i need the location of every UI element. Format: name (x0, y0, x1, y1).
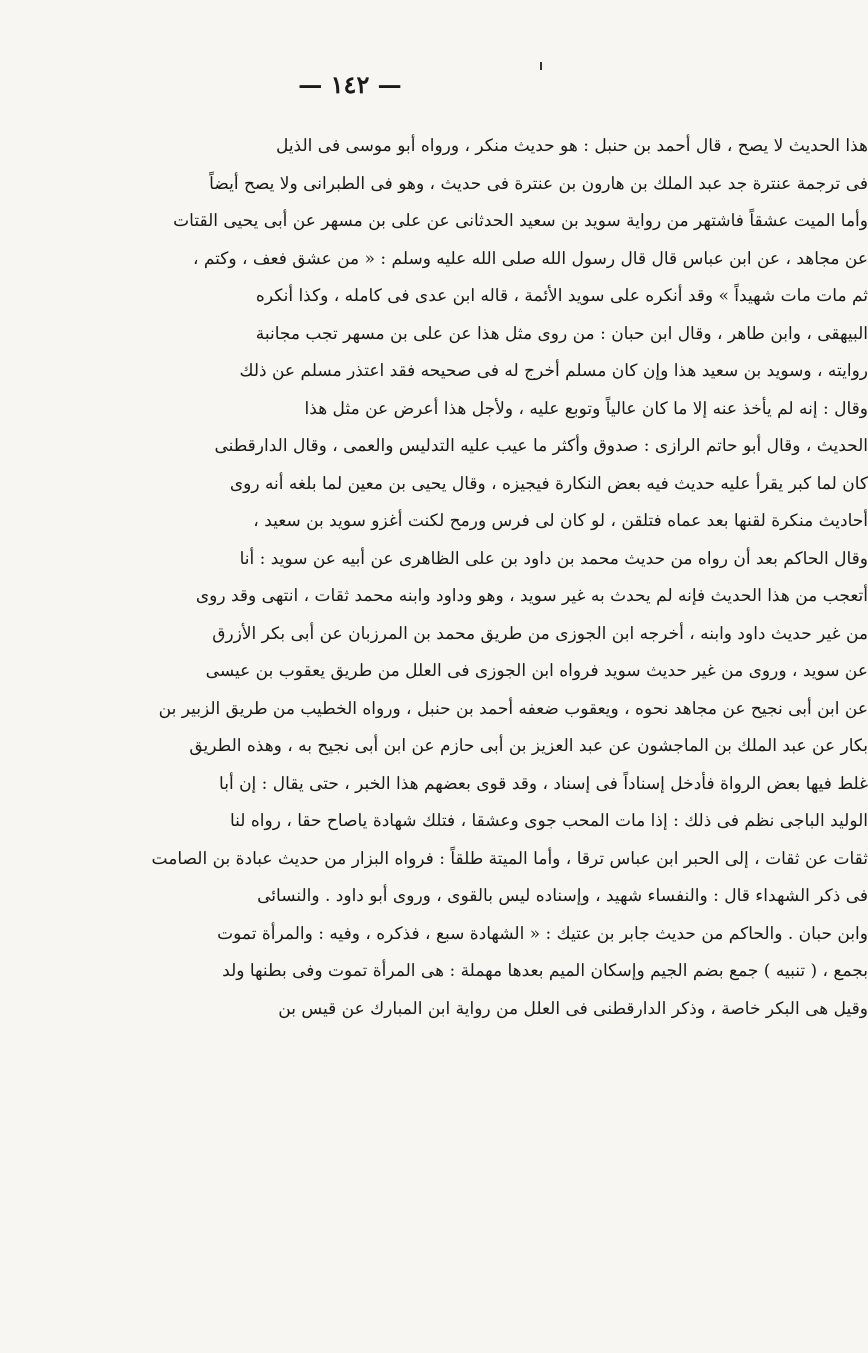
text-line: أتعجب من هذا الحديث فإنه لم يحدث به غير سويد ، وهو وداود وابنه محمد ثقات ، انتهى وقد روى (195, 586, 868, 606)
text-line: ثم مات مات شهيداً » وقد أنكره على سويد الأئمة ، قاله ابن عدى فى كامله ، وكذا أنكره (255, 286, 868, 306)
text-line: عن ابن أبى نجيح عن مجاهد نحوه ، ويعقوب ضعفه أحمد بن حنبل ، ورواه الخطيب من طريق الزبير بن (158, 698, 868, 719)
text-line: أحاديث منكرة لقنها بعد عماه فتلقن ، لو كان لى فرس ورمح لكنت أغزو سويد بن سعيد ، (253, 511, 868, 531)
text-line: من غير حديث داود وابنه ، أخرجه ابن الجوزى من طريق محمد بن المرزبان عن أبى بكر الأزرق (212, 623, 868, 644)
text-line: غلط فيها بعض الرواة فأدخل إسناداً فى إسناد ، وقد قوى بعضهم هذا الخبر ، حتى يقال : إن أبا (219, 773, 868, 794)
text-line: الوليد الباجى نظم فى ذلك : إذا مات المحب جوى وعشقا ، فتلك شهادة ياصاح حقا ، رواه لنا (229, 811, 868, 831)
text-line: وأما الميت عشقاً فاشتهر من رواية سويد بن سعيد الحدثانى عن على بن مسهر عن أبى يحيى القتات (173, 211, 868, 231)
text-line: فى ترجمة عنترة جد عبد الملك بن هارون بن عنترة فى حديث ، وهو فى الطبرانى ولا يصح أيضاً (209, 173, 868, 194)
text-line: البيهقى ، وابن طاهر ، وقال ابن حبان : من روى مثل هذا عن على بن مسهر تجب مجانبة (255, 323, 868, 344)
text-line: وقيل هى البكر خاصة ، وذكر الدارقطنى فى العلل من رواية ابن المبارك عن قيس بن (278, 998, 868, 1019)
text-line: ثقات عن ثقات ، إلى الحبر ابن عباس ترقا ، وأما الميتة طلقاً : فرواه البزار من حديث عبادة بن الصامت (151, 848, 868, 869)
text-line: عن سويد ، وروى من غير حديث سويد فرواه ابن الجوزى فى العلل من طريق يعقوب بن عيسى (205, 661, 868, 681)
text-line: فى ذكر الشهداء قال : والنفساء شهيد ، وإسناده ليس بالقوى ، وروى أبو داود . والنسائى (257, 886, 868, 906)
text-line: وابن حبان . والحاكم من حديث جابر بن عتيك : « الشهادة سبع ، فذكره ، وفيه : والمرأة تموت (217, 923, 868, 944)
text-line: روايته ، وسويد بن سعيد هذا وإن كان مسلم أخرج له فى صحيحه فقد اعتذر مسلم عن ذلك (239, 361, 868, 381)
text-line: بجمع ، ( تنبيه ) جمع بضم الجيم وإسكان الميم بعدها مهملة : هى المرأة تموت وفى بطنها ولد (222, 961, 868, 981)
text-line: عن مجاهد ، عن ابن عباس قال قال رسول الله صلى الله عليه وسلم : « من عشق فعف ، وكتم ، (192, 248, 868, 269)
text-line: بكار عن عبد الملك بن الماجشون عن عبد العزيز بن أبى حازم عن ابن أبى نجيح به ، وهذه الطريق (189, 736, 868, 756)
ink-speck (540, 62, 542, 70)
text-line: وقال : إنه لم يأخذ عنه إلا ما كان عالياً وتوبع عليه ، ولأجل هذا أعرض عن مثل هذا (304, 398, 868, 419)
body-text (0, 128, 868, 1028)
page-number: — ١٤٢ — (298, 70, 402, 99)
text-line: كان لما كبر يقرأ عليه حديث فيه بعض النكارة فيجيزه ، وقال يحيى بن معين لما بلغه أنه روى (229, 473, 868, 494)
text-line: الحديث ، وقال أبو حاتم الرازى : صدوق وأكثر ما عيب عليه التدليس والعمى ، وقال الدارقطنى (214, 436, 868, 456)
text-line: هذا الحديث لا يصح ، قال أحمد بن حنبل : هو حديث منكر ، ورواه أبو موسى فى الذيل (275, 136, 868, 156)
text-line: وقال الحاكم بعد أن رواه من حديث محمد بن داود بن على الظاهرى عن أبيه عن سويد : أنا (239, 548, 868, 569)
